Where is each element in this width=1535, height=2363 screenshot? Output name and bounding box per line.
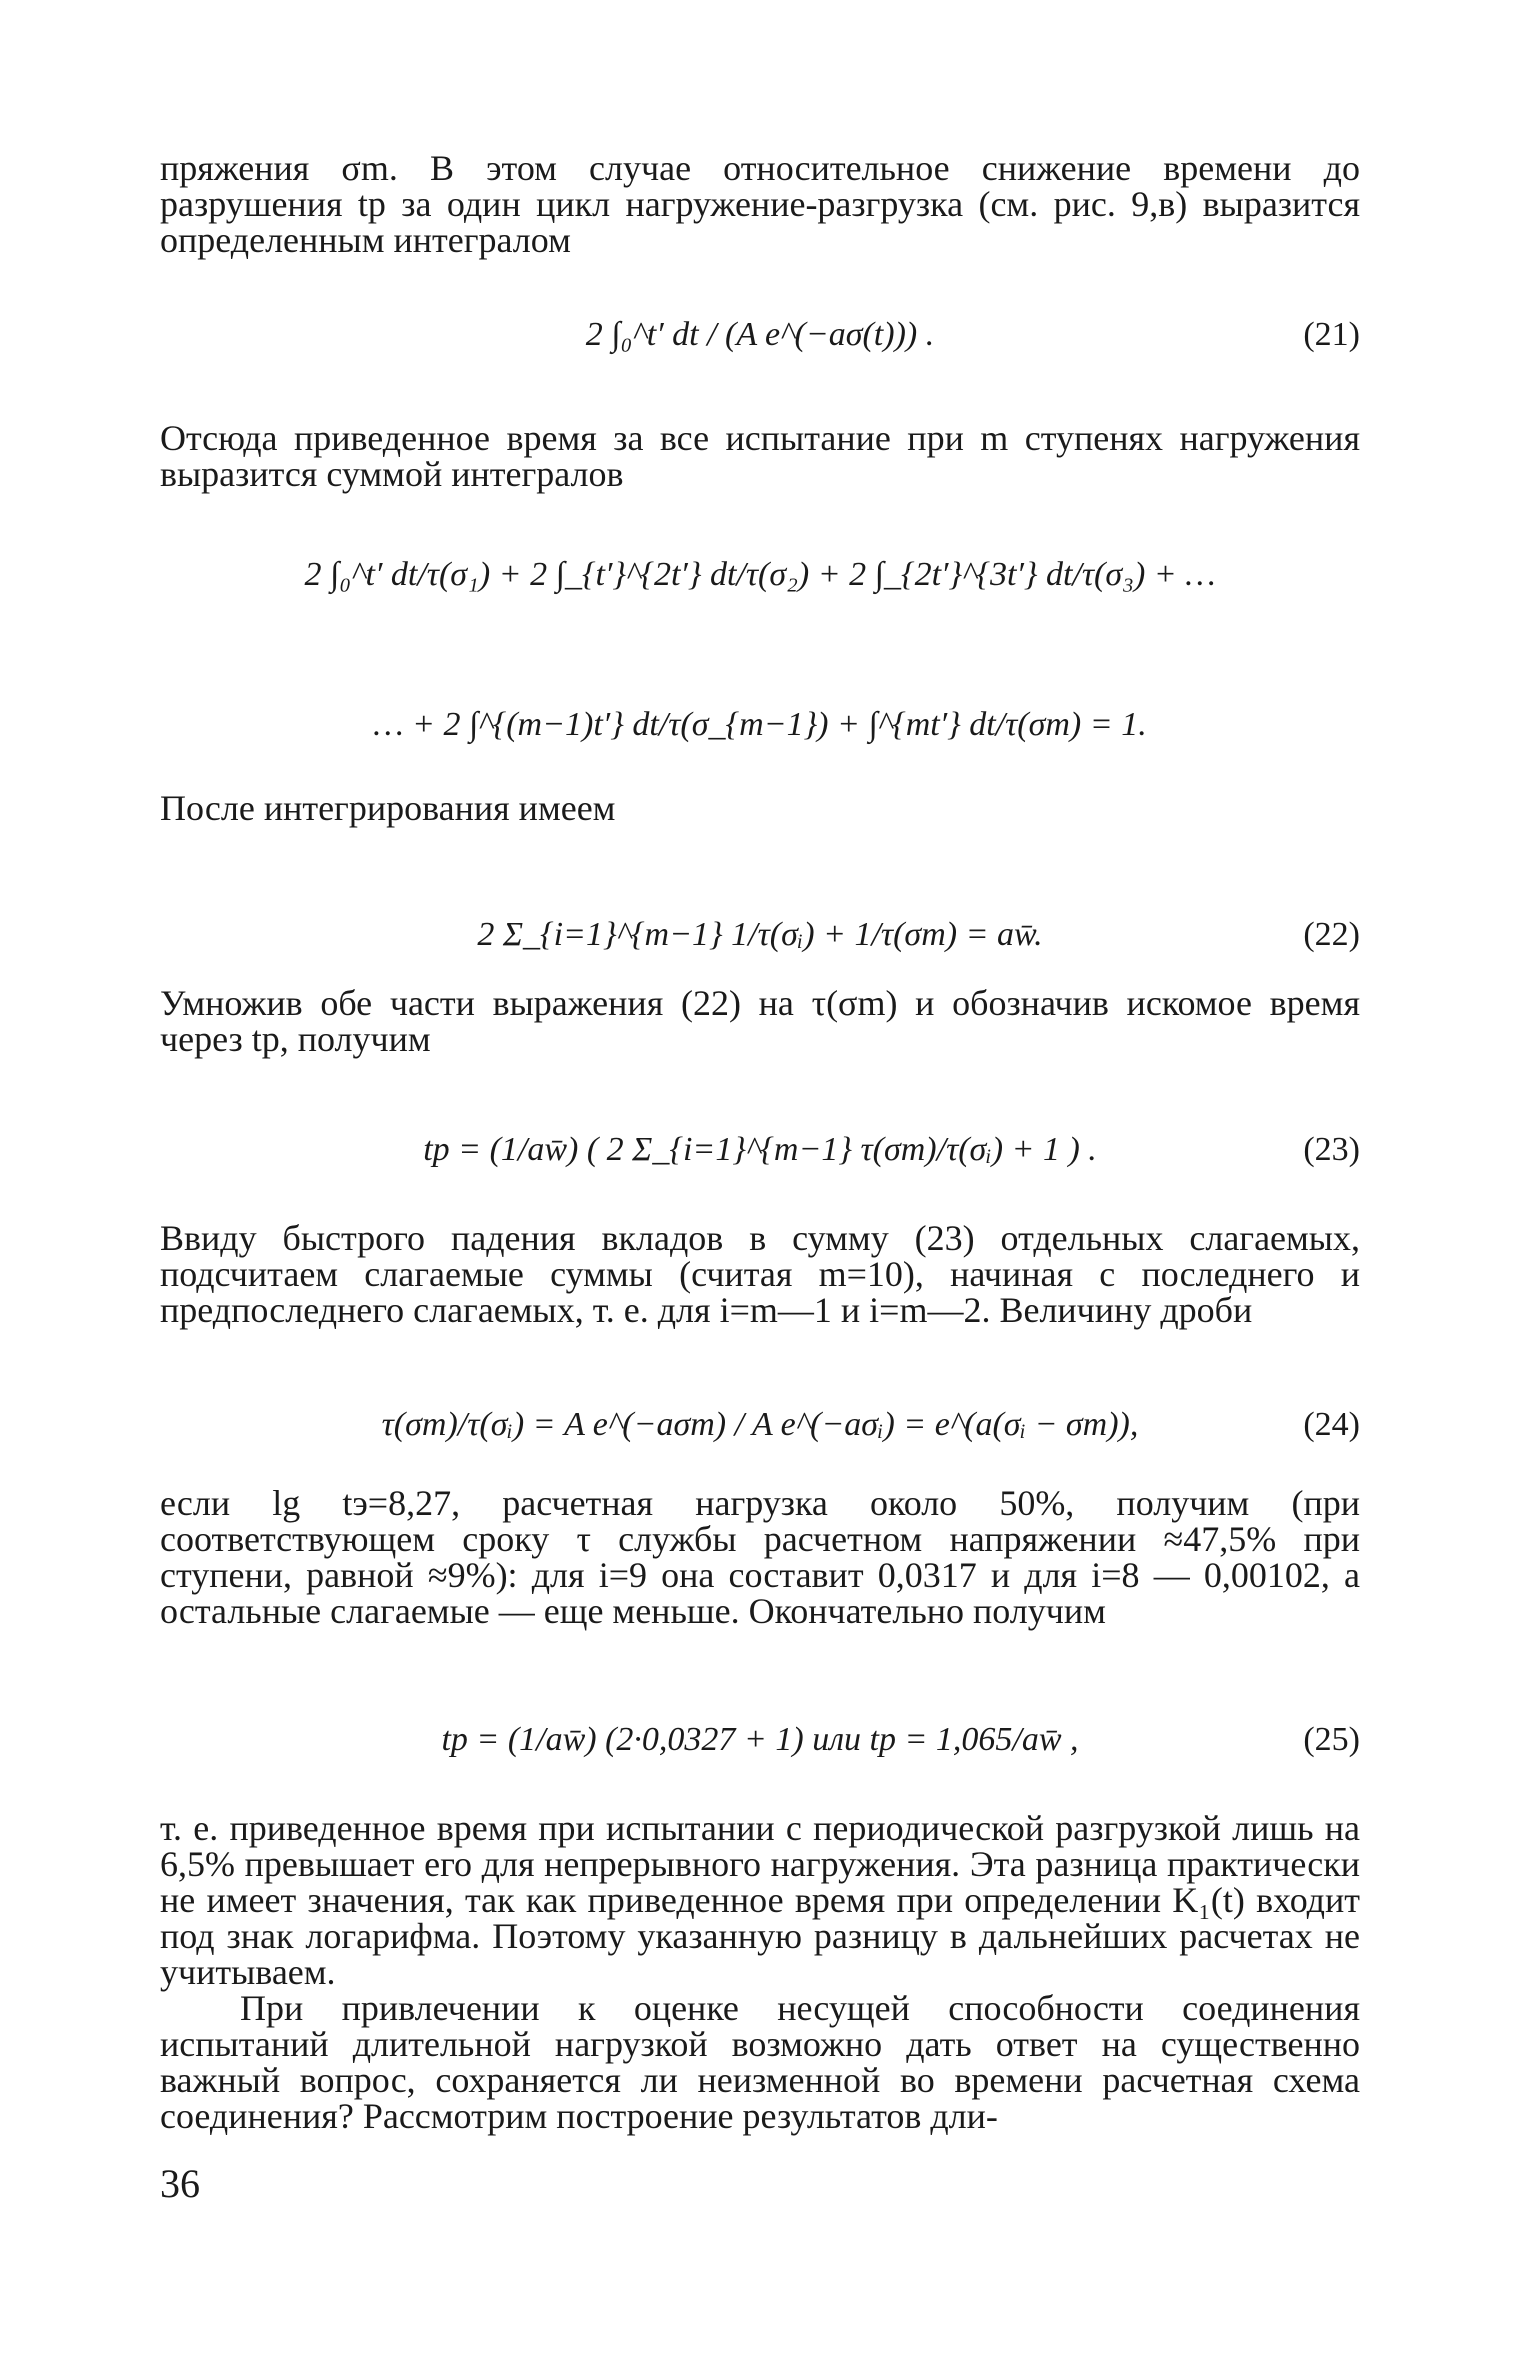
paragraph-contributions: Ввиду быстрого падения вкладов в сумму (23) отдельных слагаемых, подсчитаем слагаемые суммы (считая m=10), начиная с последнего и предпоследнего слагаемых, т. е. для i=m—1 и i=m—2. Величину дроби: [160, 1218, 1360, 1330]
equation-integrals-line1: [160, 545, 1360, 605]
paragraph-after-integration: После интегрирования имеем: [160, 788, 616, 828]
equation-22: [160, 905, 1360, 965]
equation-25-body: tр = (1/aw̄) (2·0,0327 + 1) или tр = 1,065/aw̄ ,: [441, 1721, 1079, 1758]
equation-21-body: 2 ∫₀^t′ dt / (A e^(−aσ(t))) .: [585, 316, 935, 353]
equation-21-number: (21): [1303, 316, 1360, 353]
paragraph-intro: пряжения σm. В этом случае относительное снижение времени до разрушения tр за один цикл нагружение-разгрузка (см. рис. 9,в) выразится определенным интегралом: [160, 148, 1360, 260]
equation-22-body: 2 Σ_{i=1}^{m−1} 1/τ(σᵢ) + 1/τ(σm) = aw̄.: [477, 916, 1043, 953]
equation-22-number: (22): [1303, 916, 1360, 953]
paragraph-multiply: Умножив обе части выражения (22) на τ(σm) и обозначив искомое время через tр, получим: [160, 983, 1360, 1059]
paragraph-values: если lg tэ=8,27, расчетная нагрузка около 50%, получим (при соответствующем сроку τ службы расчетном напряжении ≈47,5% при ступени, равной ≈9%): для i=9 она составит 0,0317 и для i=8 — 0,00102, а остальные слагаемые — еще меньше. Окончательно получим: [160, 1483, 1360, 1631]
equation-25-number: (25): [1303, 1721, 1360, 1758]
equation-23-number: (23): [1303, 1131, 1360, 1168]
equation-24: [160, 1395, 1360, 1455]
equation-integrals-line2: [160, 695, 1360, 755]
equation-24-number: (24): [1303, 1406, 1360, 1443]
equation-25: [160, 1710, 1360, 1770]
equation-integrals-line2-body: … + 2 ∫^{(m−1)t′} dt/τ(σ_{m−1}) + ∫^{mt′} dt/τ(σm) = 1.: [373, 706, 1147, 743]
paragraph-long-term: При привлечении к оценке несущей способности соединения испытаний длительной нагрузкой возможно дать ответ на существенно важный вопрос, сохраняется ли неизменной во времени расчетная схема соединения? Рассмотрим построение результатов дли-: [160, 1988, 1360, 2136]
equation-integrals-line1-body: 2 ∫₀^t′ dt/τ(σ₁) + 2 ∫_{t′}^{2t′} dt/τ(σ₂) + 2 ∫_{2t′}^{3t′} dt/τ(σ₃) + …: [304, 556, 1216, 593]
equation-24-body: τ(σm)/τ(σᵢ) = A e^(−aσm) / A e^(−aσᵢ) = e^(a(σᵢ − σm)),: [381, 1406, 1139, 1443]
equation-23: [160, 1120, 1360, 1180]
page-number: 36: [160, 2161, 200, 2206]
paragraph-conclusion: т. е. приведенное время при испытании с периодической разгрузкой лишь на 6,5% превышает его для непрерывного нагружения. Эта разница практически не имеет значения, так как приведенное время при определении K₁(t) входит под знак логарифма. Поэтому указанную разницу в дальнейших расчетах не учитываем.: [160, 1808, 1360, 1992]
paragraph-sum-intro: Отсюда приведенное время за все испытание при m ступенях нагружения выразится суммой интегралов: [160, 418, 1360, 494]
equation-23-body: tр = (1/aw̄) ( 2 Σ_{i=1}^{m−1} τ(σm)/τ(σᵢ) + 1 ) .: [423, 1131, 1097, 1168]
equation-21: [160, 305, 1360, 365]
